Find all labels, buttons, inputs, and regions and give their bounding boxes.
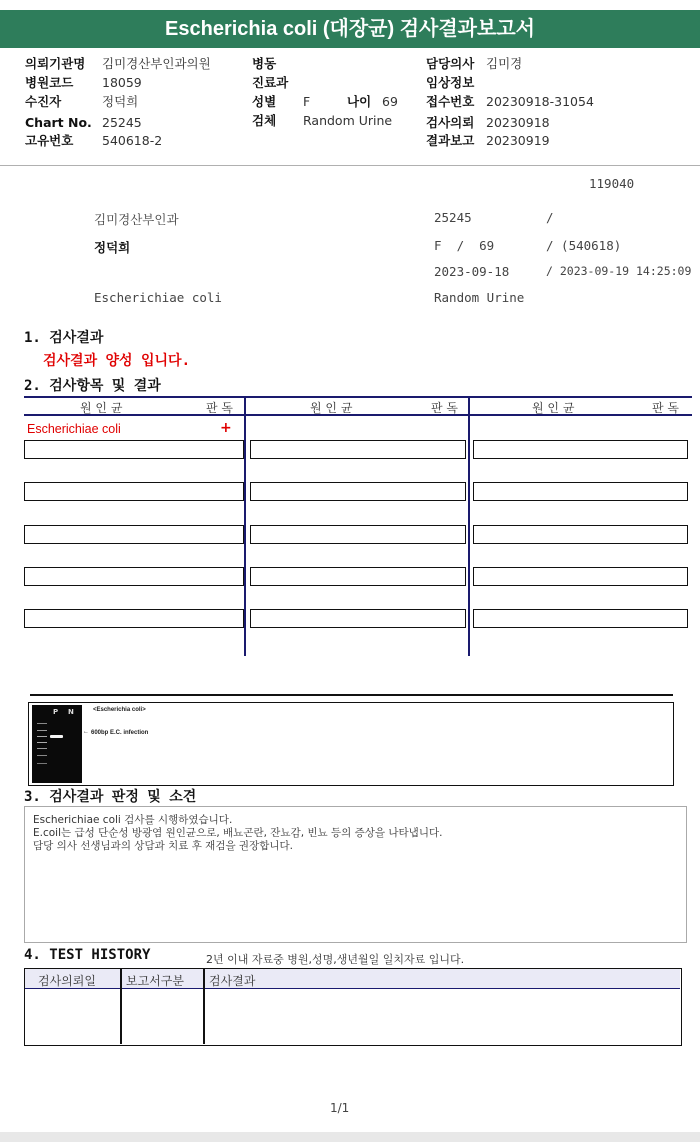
result-organism: Escherichiae coli	[27, 422, 121, 436]
empty-cell	[473, 482, 688, 501]
empty-cell	[250, 482, 466, 501]
value-request-date: 20230918	[486, 115, 550, 130]
header-divider	[0, 165, 700, 166]
gel-image-box	[28, 702, 674, 786]
grid-col-divider-1	[244, 396, 246, 656]
value-requesting-institution: 김미경산부인과의원	[102, 56, 211, 71]
label-report-date: 결과보고	[426, 133, 475, 148]
grid-top-line	[24, 396, 692, 398]
info-request-date: 2023-09-18	[434, 264, 510, 279]
label-unique-no: 고유번호	[25, 133, 74, 148]
history-note: 2년 이내 자료중 병원,성명,생년월일 일치자료 입니다.	[206, 953, 465, 966]
value-chart-no: 25245	[102, 115, 142, 130]
header-info	[0, 54, 700, 154]
section4-title: 4. TEST HISTORY	[24, 947, 151, 963]
col-judgement-3: 판 독	[652, 401, 679, 415]
gel-divider	[30, 694, 673, 696]
label-requesting-institution: 의뢰기관명	[25, 56, 86, 71]
empty-cell	[250, 525, 466, 544]
result-judgement: +	[220, 420, 232, 436]
band-arrow-icon: ←	[83, 729, 89, 735]
value-patient: 정덕희	[102, 94, 139, 109]
section2-title: 2. 검사항목 및 결과	[24, 378, 161, 394]
history-col-sep-2	[203, 969, 205, 1044]
report-title: Escherichia coli (대장균) 검사결과보고서	[0, 10, 700, 48]
section3-title: 3. 검사결과 판정 및 소견	[24, 789, 197, 805]
opinion-line-2: E.coil는 급성 단순성 방광염 원인균으로, 배뇨곤란, 잔뇨감, 빈뇨 등의 증상을 나타냅니다.	[33, 827, 443, 839]
empty-cell	[250, 567, 466, 586]
label-department: 진료과	[252, 75, 289, 90]
value-doctor: 김미경	[486, 56, 523, 71]
info-hospital: 김미경산부인과	[94, 212, 179, 227]
value-sex: F	[303, 94, 311, 109]
value-specimen: Random Urine	[303, 113, 393, 128]
label-hospital-code: 병원코드	[25, 75, 74, 90]
info-birth: / (540618)	[546, 238, 622, 253]
empty-cell	[250, 440, 466, 459]
sample-code: 119040	[589, 176, 635, 191]
history-col-report-type: 보고서구분	[126, 974, 184, 988]
label-patient: 수진자	[25, 94, 62, 109]
opinion-box	[24, 806, 687, 943]
label-request-date: 검사의뢰	[426, 115, 475, 130]
grid-header-line	[24, 414, 692, 416]
empty-cell	[24, 525, 244, 544]
empty-cell	[24, 609, 244, 628]
col-judgement-1: 판 독	[206, 401, 233, 415]
value-age: 69	[382, 94, 398, 109]
value-receipt-no: 20230918-31054	[486, 94, 594, 109]
label-receipt-no: 접수번호	[426, 94, 475, 109]
info-chart: 25245	[434, 210, 472, 225]
empty-cell	[473, 525, 688, 544]
value-report-date: 20230919	[486, 133, 550, 148]
empty-cell	[24, 440, 244, 459]
col-organism-1: 원 인 균	[80, 401, 123, 415]
empty-cell	[473, 440, 688, 459]
lane-n-label: N	[68, 708, 74, 716]
history-col-result: 검사결과	[209, 974, 256, 988]
band-label: 600bp E.C. infection	[91, 730, 149, 736]
label-clinical-info: 임상정보	[426, 75, 475, 90]
history-col-sep-1	[120, 969, 122, 1044]
col-organism-3: 원 인 균	[532, 401, 575, 415]
section1-title: 1. 검사결과	[24, 330, 104, 346]
label-chart-no: Chart No.	[25, 115, 92, 130]
info-specimen: Random Urine	[434, 290, 525, 305]
bottom-strip	[0, 1132, 700, 1142]
label-ward: 병동	[252, 56, 277, 71]
opinion-line-3: 담당 의사 선생님과의 상담과 치료 후 재검을 권장합니다.	[33, 840, 293, 852]
history-col-request-date: 검사의뢰일	[38, 974, 96, 988]
info-patient: 정덕희	[94, 240, 131, 255]
info-organism: Escherichiae coli	[94, 290, 222, 305]
label-age: 나이	[347, 94, 372, 109]
gel-photo	[32, 705, 82, 783]
info-report-datetime: / 2023-09-19 14:25:09	[546, 264, 692, 278]
empty-cell	[24, 567, 244, 586]
info-sex-age: F / 69	[434, 238, 495, 253]
info-chart-sep: /	[546, 210, 554, 225]
positive-result: 검사결과 양성 입니다.	[43, 353, 191, 369]
col-judgement-2: 판 독	[431, 401, 458, 415]
empty-cell	[473, 609, 688, 628]
gel-caption: <Escherichia coli>	[93, 707, 146, 713]
empty-cell	[473, 567, 688, 586]
lane-p-label: P	[53, 708, 59, 716]
history-header-row	[25, 969, 680, 989]
opinion-line-1: Escherichiae coli 검사를 시행하였습니다.	[33, 814, 233, 826]
value-hospital-code: 18059	[102, 75, 142, 90]
page-number: 1/1	[330, 1101, 350, 1115]
positive-band	[50, 735, 63, 738]
col-organism-2: 원 인 균	[310, 401, 353, 415]
label-specimen: 검체	[252, 113, 277, 128]
label-sex: 성별	[252, 94, 277, 109]
value-unique-no: 540618-2	[102, 133, 163, 148]
label-doctor: 담당의사	[426, 56, 475, 71]
history-table	[24, 968, 682, 1046]
ladder-lane	[37, 719, 47, 781]
empty-cell	[24, 482, 244, 501]
grid-col-divider-2	[468, 396, 470, 656]
empty-cell	[250, 609, 466, 628]
